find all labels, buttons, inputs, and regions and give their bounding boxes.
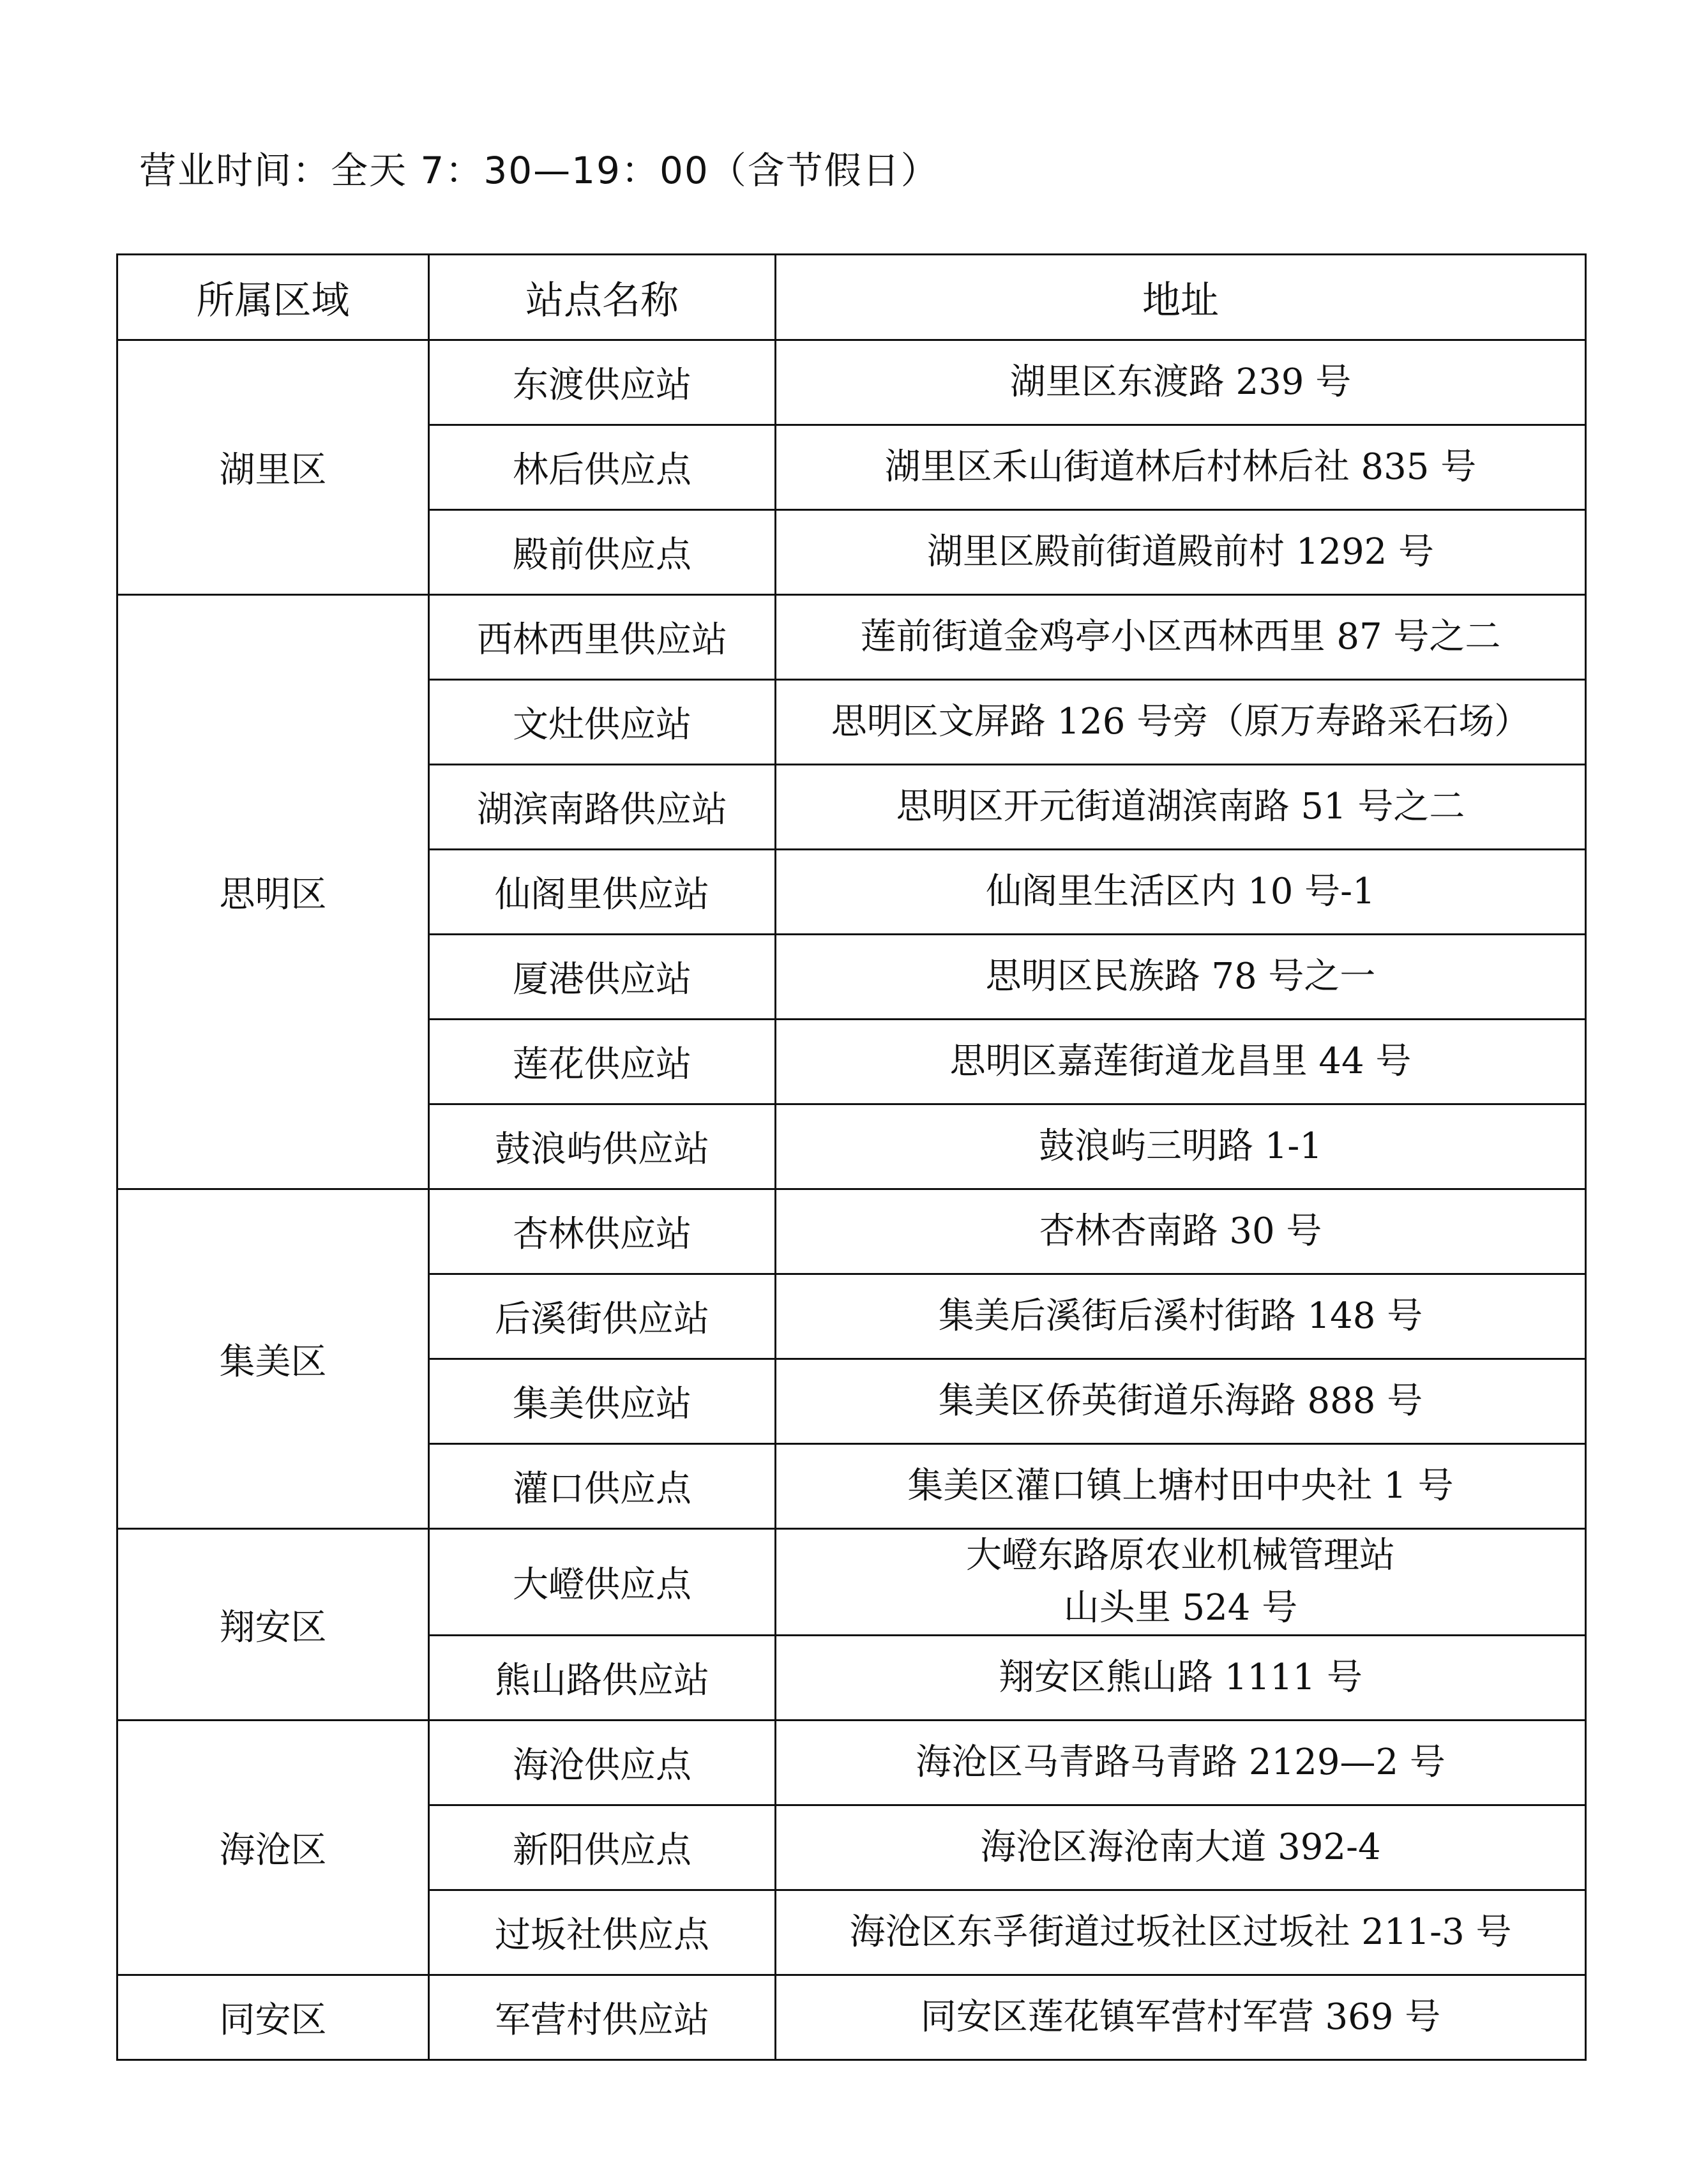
column-header-region: 所属区域: [117, 255, 429, 340]
region-cell: 湖里区: [117, 340, 429, 595]
station-name-cell: 湖滨南路供应站: [429, 765, 776, 850]
address-cell: 思明区开元街道湖滨南路 51 号之二: [776, 765, 1586, 850]
station-name-cell: 杏林供应站: [429, 1189, 776, 1274]
region-cell: 集美区: [117, 1189, 429, 1529]
supply-station-table: [116, 253, 1587, 2061]
address-cell: 同安区莲花镇军营村军营 369 号: [776, 1975, 1586, 2060]
address-cell: 杏林杏南路 30 号: [776, 1189, 1586, 1274]
station-name-cell: 军营村供应站: [429, 1975, 776, 2060]
station-name-cell: 西林西里供应站: [429, 595, 776, 680]
station-name-cell: 仙阁里供应站: [429, 850, 776, 935]
address-cell: 莲前街道金鸡亭小区西林西里 87 号之二: [776, 595, 1586, 680]
station-name-cell: 新阳供应点: [429, 1805, 776, 1890]
station-name-cell: 厦港供应站: [429, 935, 776, 1020]
column-header-address: 地址: [776, 255, 1586, 340]
address-cell: 海沧区马青路马青路 2129—2 号: [776, 1721, 1586, 1805]
address-cell: 集美区灌口镇上塘村田中央社 1 号: [776, 1444, 1586, 1529]
address-cell: 思明区民族路 78 号之一: [776, 935, 1586, 1020]
address-cell: 湖里区禾山街道林后村林后社 835 号: [776, 425, 1586, 510]
station-name-cell: 集美供应站: [429, 1359, 776, 1444]
station-name-cell: 海沧供应点: [429, 1721, 776, 1805]
region-cell: 海沧区: [117, 1721, 429, 1975]
region-cell: 同安区: [117, 1975, 429, 2060]
station-name-cell: 大嶝供应点: [429, 1529, 776, 1636]
station-name-cell: 东渡供应站: [429, 340, 776, 425]
station-name-cell: 林后供应点: [429, 425, 776, 510]
address-cell: 海沧区海沧南大道 392-4: [776, 1805, 1586, 1890]
table-row: [117, 595, 1586, 680]
table-row: [117, 1529, 1586, 1636]
table-row: [117, 1975, 1586, 2060]
address-cell: 集美后溪街后溪村街路 148 号: [776, 1274, 1586, 1359]
address-cell: 湖里区殿前街道殿前村 1292 号: [776, 510, 1586, 595]
station-name-cell: 鼓浪屿供应站: [429, 1104, 776, 1189]
station-name-cell: 莲花供应站: [429, 1020, 776, 1104]
station-name-cell: 殿前供应点: [429, 510, 776, 595]
address-cell: 海沧区东孚街道过坂社区过坂社 211-3 号: [776, 1890, 1586, 1975]
table-row: [117, 1189, 1586, 1274]
address-cell: 大嶝东路原农业机械管理站 山头里 524 号: [776, 1529, 1586, 1636]
table-row: [117, 340, 1586, 425]
table-row: [117, 1721, 1586, 1805]
address-cell: 思明区文屏路 126 号旁（原万寿路采石场）: [776, 680, 1586, 765]
address-cell: 思明区嘉莲街道龙昌里 44 号: [776, 1020, 1586, 1104]
address-cell: 翔安区熊山路 1111 号: [776, 1636, 1586, 1721]
table-body: [117, 340, 1586, 2060]
table-header-row: [117, 255, 1586, 340]
address-cell: 湖里区东渡路 239 号: [776, 340, 1586, 425]
station-name-cell: 后溪街供应站: [429, 1274, 776, 1359]
region-cell: 思明区: [117, 595, 429, 1189]
region-cell: 翔安区: [117, 1529, 429, 1721]
address-cell: 鼓浪屿三明路 1-1: [776, 1104, 1586, 1189]
business-hours: 营业时间：全天 7：30—19：00（含节假日）: [139, 149, 939, 192]
station-name-cell: 熊山路供应站: [429, 1636, 776, 1721]
address-cell: 集美区侨英街道乐海路 888 号: [776, 1359, 1586, 1444]
station-name-cell: 文灶供应站: [429, 680, 776, 765]
address-cell: 仙阁里生活区内 10 号-1: [776, 850, 1586, 935]
station-name-cell: 过坂社供应点: [429, 1890, 776, 1975]
station-name-cell: 灌口供应点: [429, 1444, 776, 1529]
column-header-station-name: 站点名称: [429, 255, 776, 340]
